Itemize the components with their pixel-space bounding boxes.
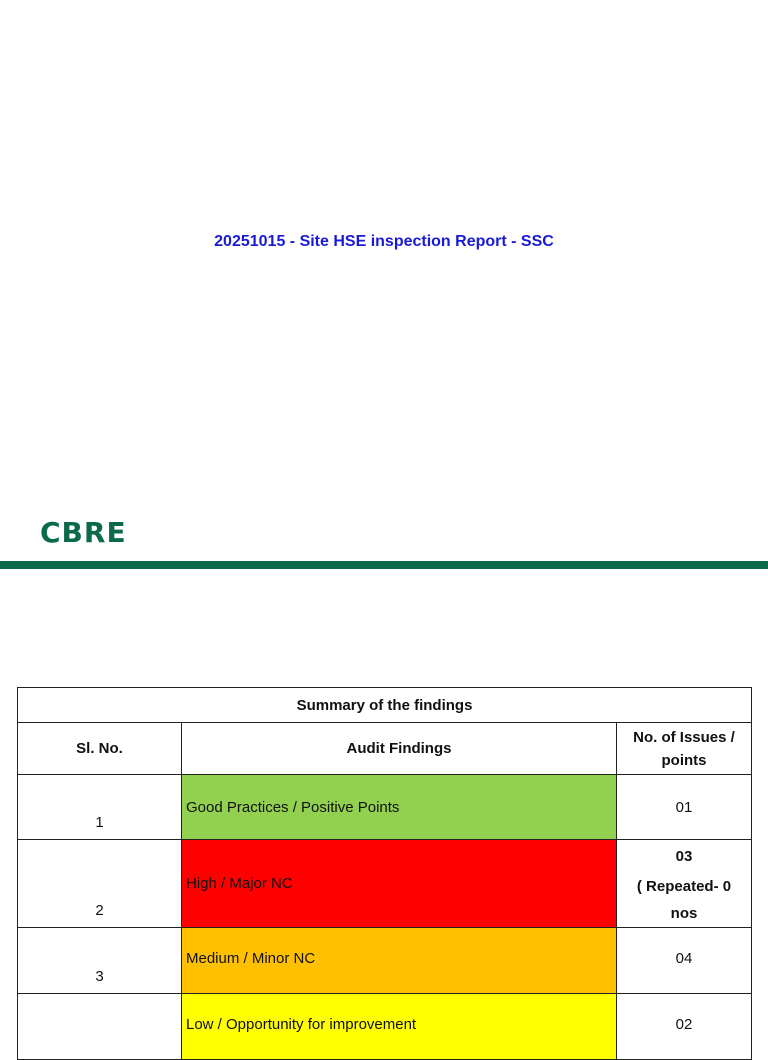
table-row — [18, 775, 752, 840]
table-header-row — [18, 723, 752, 775]
row-count — [617, 840, 752, 928]
header-no-of-issues-line2: points — [661, 751, 707, 769]
row-finding: Low / Opportunity for improvement — [182, 994, 617, 1060]
header-no-of-issues-line1: No. of Issues / — [633, 728, 735, 746]
row-sl-no — [18, 994, 182, 1060]
table-caption-row — [18, 688, 752, 723]
row-finding: Medium / Minor NC — [182, 928, 617, 994]
table-row — [18, 928, 752, 994]
row-sl-no: 2 — [18, 840, 182, 928]
row-count-note: ( Repeated- 0 — [636, 878, 732, 895]
table-row — [18, 840, 752, 928]
header-no-of-issues — [617, 723, 752, 775]
header-sl-no: Sl. No. — [18, 723, 182, 775]
row-count: 04 — [617, 928, 752, 994]
table-row — [18, 994, 752, 1060]
row-finding: Good Practices / Positive Points — [182, 775, 617, 840]
row-count: 01 — [617, 775, 752, 840]
table-caption: Summary of the findings — [18, 688, 752, 723]
row-sl-no: 3 — [18, 928, 182, 994]
report-title: 20251015 - Site HSE inspection Report - SSC — [214, 233, 554, 250]
row-count: 02 — [617, 994, 752, 1060]
findings-summary-table — [17, 687, 752, 1060]
header-audit-findings: Audit Findings — [182, 723, 617, 775]
row-count-value: 03 — [675, 848, 693, 865]
row-finding: High / Major NC — [182, 840, 617, 928]
row-count-note-unit: nos — [670, 905, 698, 922]
cbre-logo: CBRE — [40, 516, 127, 549]
brand-divider — [0, 561, 768, 569]
row-sl-no: 1 — [18, 775, 182, 840]
